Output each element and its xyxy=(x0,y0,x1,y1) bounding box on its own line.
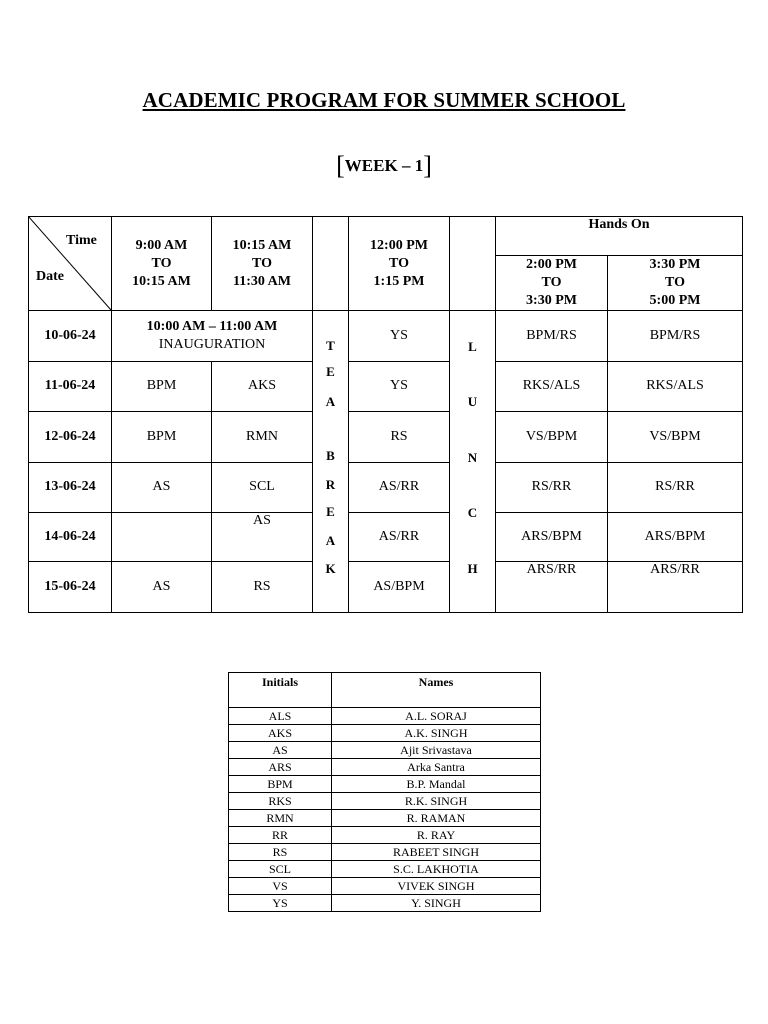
lunch-letter: N xyxy=(467,450,478,465)
legend-header-initials: Initials xyxy=(229,673,332,708)
schedule-cell: BPM xyxy=(146,428,177,444)
schedule-cell: ARS/RR xyxy=(650,562,700,577)
schedule-cell: RS/RR xyxy=(655,479,695,494)
legend-row xyxy=(229,861,541,878)
legend-initials: BPM xyxy=(229,776,332,793)
slot-5-start: 3:30 PM xyxy=(649,257,701,272)
legend-initials: RMN xyxy=(229,810,332,827)
schedule-cell: RMN xyxy=(246,428,278,444)
schedule-cell: VS/BPM xyxy=(525,428,578,444)
header-diagonal xyxy=(28,216,112,311)
schedule-cell: AKS xyxy=(247,378,276,393)
legend-initials: RR xyxy=(229,827,332,844)
legend-initials: VS xyxy=(229,878,332,895)
slot-4-end: 3:30 PM xyxy=(526,293,577,308)
legend-name: Y. SINGH xyxy=(332,895,541,912)
schedule-cell: VS/BPM xyxy=(649,428,701,444)
slot-1-start: 9:00 AM xyxy=(135,237,188,253)
slot-2-to: TO xyxy=(252,255,272,271)
schedule-cell: BPM/RS xyxy=(526,327,577,343)
slot-1-to: TO xyxy=(151,255,172,271)
week-text: WEEK – 1 xyxy=(344,156,424,175)
legend-initials: ALS xyxy=(229,708,332,725)
slot-4-to: TO xyxy=(541,275,562,290)
legend-name: A.L. SORAJ xyxy=(332,708,541,725)
legend-row xyxy=(229,878,541,895)
schedule-cell: SCL xyxy=(249,479,275,494)
schedule-cell: YS xyxy=(390,378,408,393)
tea-letter: R xyxy=(325,477,336,492)
legend-row xyxy=(229,810,541,827)
legend-name: Ajit Srivastava xyxy=(332,742,541,759)
lunch-letter: L xyxy=(468,339,477,354)
schedule-date: 11-06-24 xyxy=(44,378,96,393)
legend-row xyxy=(229,776,541,793)
slot-3-to: TO xyxy=(389,255,409,271)
schedule-cell: RKS/ALS xyxy=(522,378,581,393)
tea-letter: E xyxy=(326,364,335,379)
legend-initials: AKS xyxy=(229,725,332,742)
lunch-letter: U xyxy=(467,394,478,409)
legend-row xyxy=(229,708,541,725)
schedule-cell: AS xyxy=(253,513,271,528)
document-title: ACADEMIC PROGRAM FOR SUMMER SCHOOL xyxy=(142,88,626,112)
schedule-cell: ARS/BPM xyxy=(521,528,582,544)
legend-name: R. RAMAN xyxy=(332,810,541,827)
tea-letter: A xyxy=(325,394,336,409)
legend-row xyxy=(229,742,541,759)
schedule-cell: RS/RR xyxy=(531,479,572,494)
legend-name: B.P. Mandal xyxy=(332,776,541,793)
schedule-cell: AS/BPM xyxy=(373,578,425,594)
schedule-cell: BPM/RS xyxy=(649,327,701,343)
slot-5-end: 5:00 PM xyxy=(649,293,701,308)
schedule-cell: AS xyxy=(152,479,171,494)
schedule-cell: AS/RR xyxy=(378,528,420,544)
schedule-cell: ARS/RR xyxy=(526,562,577,577)
slot-4-start: 2:00 PM xyxy=(526,257,577,272)
slot-3-end: 1:15 PM xyxy=(373,273,425,289)
legend-row xyxy=(229,793,541,810)
schedule-cell: AS xyxy=(152,578,171,594)
schedule-date: 15-06-24 xyxy=(44,578,96,594)
slot-1-end: 10:15 AM xyxy=(132,273,191,289)
tea-letter: T xyxy=(326,338,335,353)
schedule-cell: AS/RR xyxy=(378,479,420,494)
legend-row xyxy=(229,759,541,776)
legend-name: RABEET SINGH xyxy=(332,844,541,861)
initials-legend-table xyxy=(228,672,541,912)
date-label: Date xyxy=(36,269,64,284)
schedule-cell: RS xyxy=(390,428,408,444)
tea-letter: K xyxy=(325,561,336,576)
lunch-letter: H xyxy=(467,561,478,576)
week-label: [WEEK – 1] xyxy=(336,151,432,180)
legend-initials: ARS xyxy=(229,759,332,776)
legend-initials: SCL xyxy=(229,861,332,878)
legend-row xyxy=(229,725,541,742)
slot-5-to: TO xyxy=(665,275,685,290)
slot-2-header xyxy=(211,216,313,311)
legend-initials: RS xyxy=(229,844,332,861)
slot-2-end: 11:30 AM xyxy=(233,273,291,289)
lunch-letter: C xyxy=(467,505,478,520)
legend-header-names: Names xyxy=(332,673,541,708)
schedule-date: 10-06-24 xyxy=(44,327,96,343)
tea-letter: E xyxy=(326,504,335,519)
legend-name: R.K. SINGH xyxy=(332,793,541,810)
legend-initials: AS xyxy=(229,742,332,759)
slot-5-header xyxy=(607,255,743,311)
tea-letter: B xyxy=(326,448,335,463)
tea-letter: A xyxy=(325,533,336,548)
legend-row xyxy=(229,895,541,912)
legend-row xyxy=(229,827,541,844)
legend-name: Arka Santra xyxy=(332,759,541,776)
slot-4-header xyxy=(495,255,608,311)
schedule-cell: BPM xyxy=(146,378,177,393)
schedule-cell: ARS/BPM xyxy=(644,528,706,544)
schedule-cell: YS xyxy=(390,327,408,343)
inauguration-time: 10:00 AM – 11:00 AM xyxy=(146,319,278,334)
slot-2-start: 10:15 AM xyxy=(232,237,292,253)
tea-break-column xyxy=(312,310,349,612)
legend-name: R. RAY xyxy=(332,827,541,844)
hands-on-header: Hands On xyxy=(588,217,650,232)
inauguration-cell xyxy=(111,310,313,362)
legend-name: A.K. SINGH xyxy=(332,725,541,742)
schedule-date: 12-06-24 xyxy=(44,428,96,444)
schedule-cell: RKS/ALS xyxy=(646,378,704,393)
schedule-cell xyxy=(111,512,212,561)
legend-initials: RKS xyxy=(229,793,332,810)
slot-3-header xyxy=(348,216,450,311)
legend-name: S.C. LAKHOTIA xyxy=(332,861,541,878)
schedule-date: 14-06-24 xyxy=(44,528,96,544)
inauguration-label: INAUGURATION xyxy=(158,337,266,352)
legend-row xyxy=(229,844,541,861)
schedule-cell: RS xyxy=(253,578,271,594)
legend-name: VIVEK SINGH xyxy=(332,878,541,895)
schedule-date: 13-06-24 xyxy=(44,479,96,494)
slot-1-header xyxy=(111,216,212,311)
lunch-column xyxy=(449,310,496,612)
time-label: Time xyxy=(66,233,97,248)
legend-initials: YS xyxy=(229,895,332,912)
slot-3-start: 12:00 PM xyxy=(370,237,428,253)
